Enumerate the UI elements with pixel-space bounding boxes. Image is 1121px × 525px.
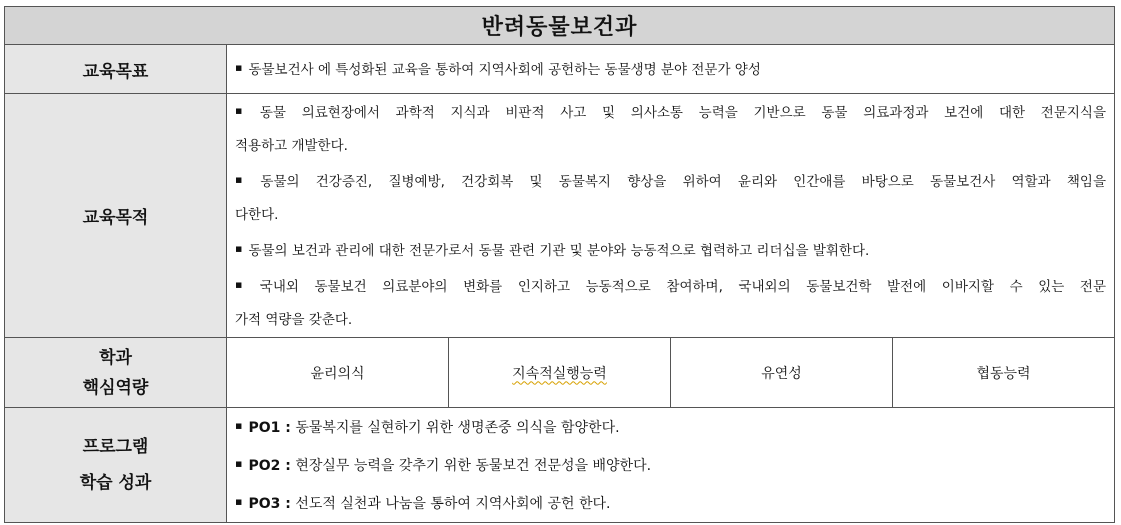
purpose-label: 교육목적	[5, 94, 227, 338]
department-table	[4, 6, 1115, 523]
outcome-label-line1: 프로그램	[82, 437, 149, 457]
outcome-content	[227, 408, 1115, 523]
bullet-icon: ▪	[235, 457, 243, 470]
bullet-icon: ▪	[235, 61, 243, 74]
outcome-item-po2: ▪ PO2 : 현장실무 능력을 갖추기 위한 동물보건 전문성을 배양한다.	[235, 457, 652, 474]
bullet-icon: ▪	[235, 278, 254, 291]
outcome-label-line2: 학습 성과	[79, 473, 152, 493]
competency-item-flexibility: 유연성	[671, 338, 893, 407]
purpose-item-1-line2: 적용하고 개발한다.	[235, 138, 348, 154]
purpose-item-2-line1: ▪ 동물의 건강증진, 질병예방, 건강회복 및 동물복지 향상을 위하여 윤리와 인간애를 바탕으로 동물보건사 역할과 책임을	[235, 173, 1106, 190]
competency-label	[5, 338, 227, 408]
purpose-item-3-line1: ▪ 동물의 보건과 관리에 대한 전문가로서 동물 관련 기관 및 분야와 능동적으로 협력하고 리더십을 발휘한다.	[235, 242, 870, 259]
competency-label-line1: 학과	[99, 347, 132, 368]
purpose-content	[227, 94, 1115, 338]
outcome-item-po3: ▪ PO3 : 선도적 실천과 나눔을 통하여 지역사회에 공헌 한다.	[235, 495, 611, 512]
bullet-icon: ▪	[235, 104, 254, 117]
bullet-icon: ▪	[235, 242, 243, 255]
purpose-item-2-line2: 다한다.	[235, 207, 279, 223]
goal-text: 동물보건사 에 특성화된 교육을 통하여 지역사회에 공헌하는 동물생명 분야 전문가 양성	[248, 62, 761, 78]
goal-content	[227, 45, 1115, 94]
competency-item-ethics: 윤리의식	[227, 338, 449, 407]
competency-label-line2: 핵심역량	[82, 377, 149, 398]
purpose-item-4-line2: 가적 역량을 갖춘다.	[235, 312, 353, 328]
purpose-item-4-line1: ▪ 국내외 동물보건 의료분야의 변화를 인지하고 능동적으로 참여하며, 국내외의 동물보건학 발전에 이바지할 수 있는 전문	[235, 278, 1106, 295]
purpose-item-1-line1: ▪ 동물 의료현장에서 과학적 지식과 비판적 사고 및 의사소통 능력을 기반으로 동물 의료과정과 보건에 대한 전문지식을	[235, 104, 1106, 121]
competency-item-cooperation: 협동능력	[976, 365, 1031, 382]
competency-item-sustained-execution: 지속적실행능력	[449, 338, 671, 407]
bullet-icon: ▪	[235, 419, 243, 432]
goal-label: 교육목표	[5, 45, 227, 94]
outcome-item-po1: ▪ PO1 : 동물복지를 실현하기 위한 생명존중 의식을 함양한다.	[235, 419, 620, 436]
department-title: 반려동물보건과	[5, 7, 1115, 45]
outcome-label	[5, 408, 227, 523]
bullet-icon: ▪	[235, 495, 243, 508]
competency-content	[227, 338, 1115, 408]
bullet-icon: ▪	[235, 173, 255, 186]
